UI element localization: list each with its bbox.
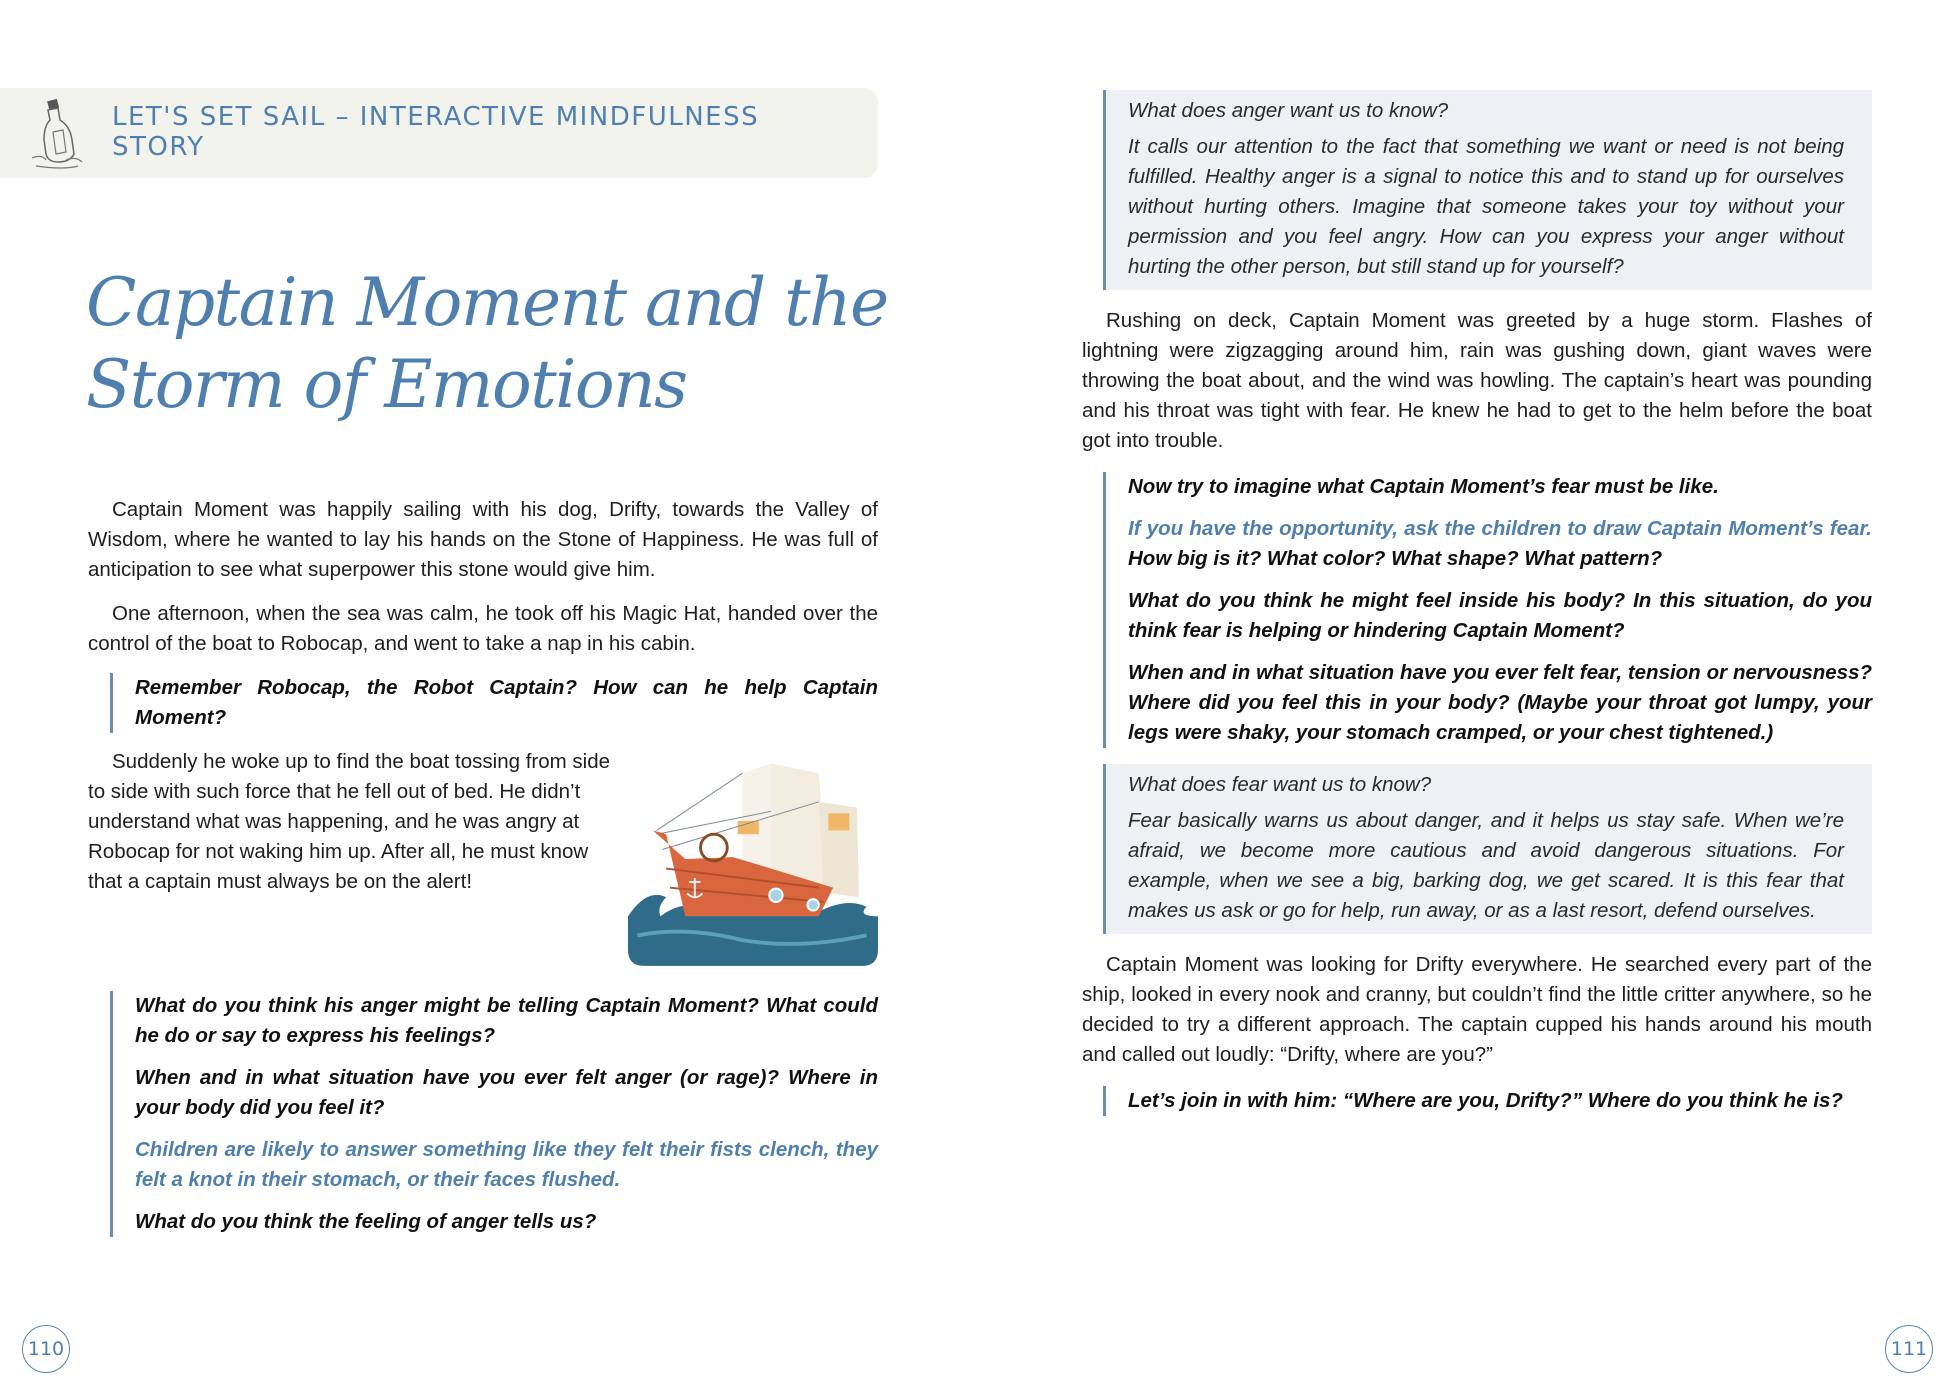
box-heading: What does anger want us to know? bbox=[1128, 99, 1449, 122]
paragraph: Rushing on deck, Captain Moment was greeted by a huge storm. Flashes of lightning were zigzagging around him, rain was gushing down, giant waves were throwing the boat about, and the wind was howling. The captain’s heart was pounding and his throat was tight with fear. He knew he had to get to the helm before the boat got into trouble. bbox=[1082, 309, 1872, 452]
page-number: 111 bbox=[1885, 1325, 1933, 1373]
question-text: When and in what situation have you ever felt anger (or rage)? Where in your body did you feel it? bbox=[135, 1066, 878, 1119]
chapter-title-line2: Storm of Emotions bbox=[86, 346, 687, 423]
question-text: What do you think his anger might be telling Captain Moment? What could he do or say to express his feelings? bbox=[135, 994, 878, 1047]
robocap-prompt bbox=[110, 673, 878, 733]
paragraph: Captain Moment was looking for Drifty everywhere. He searched every part of the ship, looked in every nook and cranny, but couldn’t find the little critter anywhere, so he decided to try a different approach. The captain cupped his hands around his mouth and called out loudly: “Drifty, where are you?” bbox=[1082, 953, 1872, 1066]
right-column-flow bbox=[1082, 90, 1872, 1132]
box-heading: What does fear want us to know? bbox=[1128, 773, 1432, 796]
question-text: Now try to imagine what Captain Moment’s fear must be like. bbox=[1128, 475, 1719, 498]
question-text: What do you think he might feel inside his body? In this situation, do you think fear is helping or hindering Captain Moment? bbox=[1128, 589, 1872, 642]
storm-paragraph-with-illustration bbox=[88, 747, 878, 977]
page-number: 110 bbox=[22, 1325, 70, 1373]
chapter-title-line1: Captain Moment and the bbox=[86, 264, 888, 341]
facilitator-note: If you have the opportunity, ask the children to draw Captain Moment’s fear. bbox=[1128, 517, 1872, 540]
paragraph: One afternoon, when the sea was calm, he took off his Magic Hat, handed over the control of the boat to Robocap, and went to take a nap in his cabin. bbox=[88, 602, 878, 655]
section-title: LET'S SET SAIL – INTERACTIVE MINDFULNESS STORY bbox=[112, 102, 760, 162]
anger-info-box bbox=[1103, 90, 1872, 290]
question-text: What do you think the feeling of anger tells us? bbox=[135, 1210, 597, 1233]
paragraph: Captain Moment was happily sailing with his dog, Drifty, towards the Valley of Wisdom, where he wanted to lay his hands on the Stone of Happiness. He was full of anticipation to see what superpower this stone would give him. bbox=[88, 498, 878, 581]
fear-questions bbox=[1103, 472, 1872, 748]
anger-questions bbox=[110, 991, 878, 1237]
facilitator-note: Children are likely to answer something like they felt their fists clench, they felt a knot in their stomach, or their faces flushed. bbox=[135, 1138, 878, 1191]
prompt-text: Remember Robocap, the Robot Captain? How can he help Captain Moment? bbox=[135, 676, 878, 729]
left-column-flow bbox=[88, 495, 878, 1251]
sailing-ship-in-waves-illustration bbox=[628, 753, 878, 967]
paragraph: Suddenly he woke up to find the boat tossing from side to side with such force that he fell out of bed. He didn’t understand what was happening, and he was angry at Robocap for not waking him up. After all, he must know that a captain must always be on the alert! bbox=[88, 750, 611, 893]
prompt-text: Let’s join in with him: “Where are you, Drifty?” Where do you think he is? bbox=[1128, 1089, 1843, 1112]
box-body: Fear basically warns us about danger, and it helps us stay safe. When we’re afraid, we become more cautious and avoid dangerous situations. For example, when we see a big, barking dog, we get scared. It is this fear that makes us ask or go for help, run away, or as a last resort, defend ourselves. bbox=[1128, 809, 1844, 922]
box-body: It calls our attention to the fact that something we want or need is not being fulfilled. Healthy anger is a signal to notice this and to stand up for ourselves without hurting others. Imagine that someone takes your toy without your permission and you feel angry. How can you express your anger without hurting the other person, but still stand up for yourself? bbox=[1128, 135, 1844, 278]
right-page bbox=[975, 0, 1949, 1388]
section-banner bbox=[0, 88, 878, 178]
message-in-bottle-icon bbox=[26, 96, 86, 172]
fear-info-box bbox=[1103, 764, 1872, 934]
question-text: When and in what situation have you ever felt fear, tension or nervousness? Where did you feel this in your body? (Maybe your throat got lumpy, your legs were shaky, your stomach cramped, or your chest tightened.) bbox=[1128, 661, 1872, 744]
chapter-title bbox=[86, 262, 886, 426]
final-prompt bbox=[1103, 1086, 1872, 1116]
question-text: How big is it? What color? What shape? What pattern? bbox=[1128, 547, 1663, 570]
drawing-prompt bbox=[1128, 514, 1872, 574]
ship-drawing bbox=[628, 753, 878, 967]
